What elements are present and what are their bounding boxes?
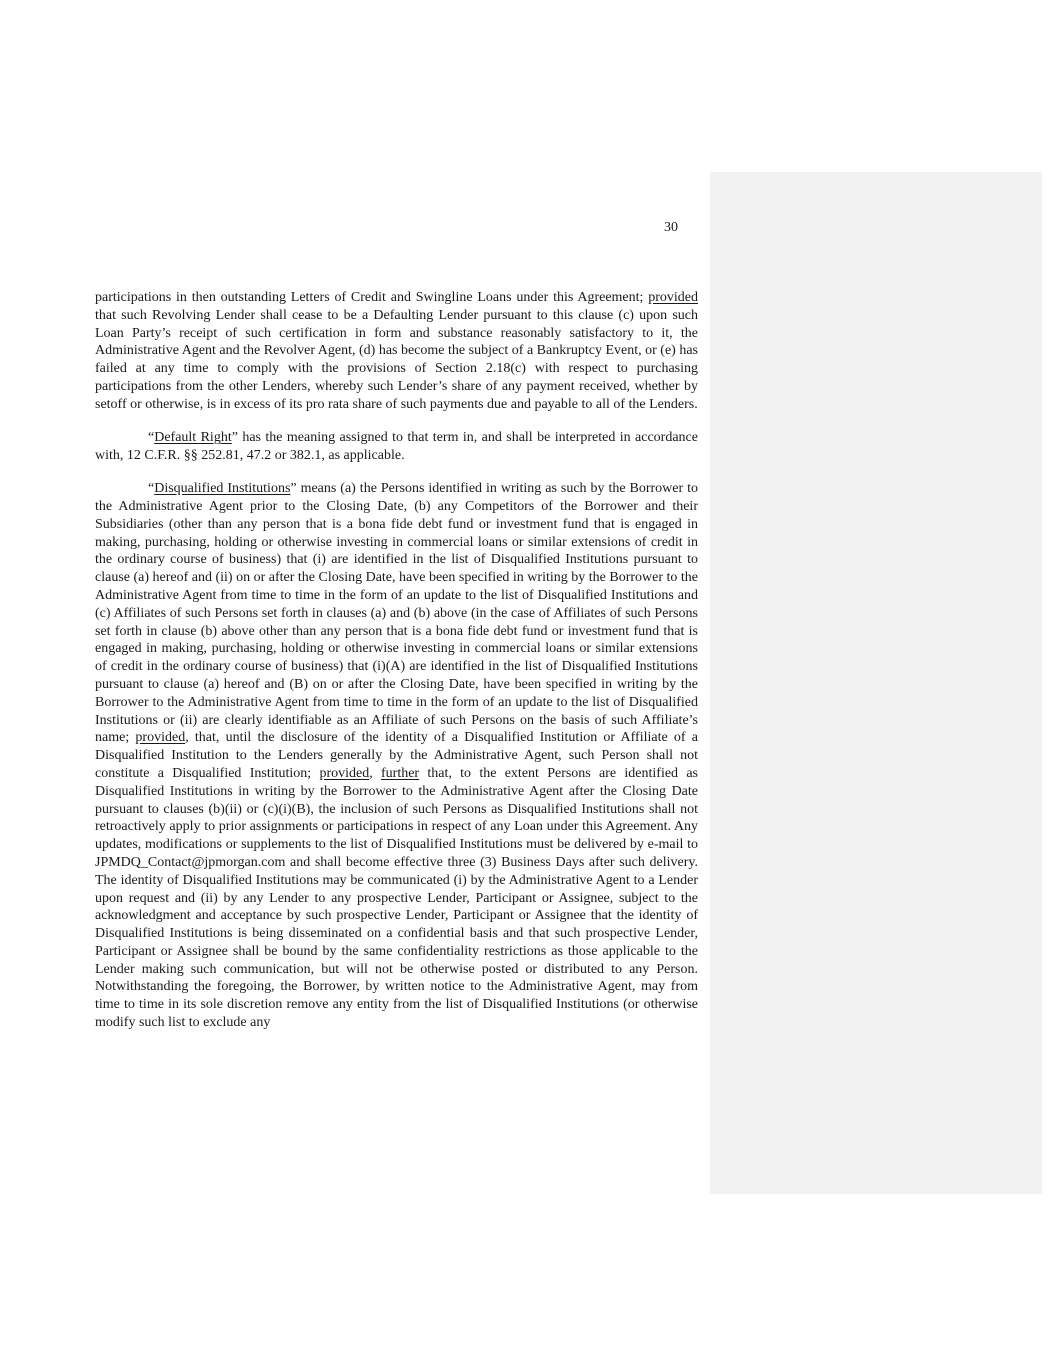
- provided-term: provided: [135, 730, 186, 746]
- text-segment: , that, until the disclosure of the identity of a Disqualified Institution or Affiliate of a Disqualified Institution to the Lenders generally by the Administrative Agent, such Person shall not constitute a Disqualified Institution;: [95, 730, 698, 781]
- document-body: [95, 289, 698, 1047]
- defined-term-default-right: Default Right: [154, 430, 232, 446]
- page-number: 30: [664, 220, 678, 235]
- comment-margin-pane: [710, 172, 1042, 1194]
- paragraph-default-right-definition: [95, 429, 698, 465]
- paragraph-defaulting-lender-continuation: [95, 289, 698, 414]
- text-segment: ,: [369, 765, 381, 781]
- paragraph-disqualified-institutions-definition: [95, 480, 698, 1032]
- defined-term-disqualified-institutions: Disqualified Institutions: [154, 481, 291, 497]
- text-segment: that such Revolving Lender shall cease to be a Defaulting Lender pursuant to this clause (c) upon such Loan Party’s receipt of such certification in form and substance reasonably satisfactory to it, the Administrative Agent and the Revolver Agent, (d) has become the subject of a Bankruptcy Event, or (e) has failed at any time to comply with the provisions of Section 2.18(c) with respect to purchasing participations from the other Lenders, whereby such Lender’s share of any payment received, whether by setoff or otherwise, is in excess of its pro rata share of such payments due and payable to all of the Lenders.: [95, 307, 698, 412]
- further-term: further: [381, 765, 420, 781]
- provided-term: provided: [319, 765, 370, 781]
- text-segment: that, to the extent Persons are identified as Disqualified Institutions in writing by the Borrower to the Administrative Agent after the Closing Date pursuant to clauses (b)(ii) or (c)(i)(B), the inclusion of such Persons as Disqualified Institutions shall not retroactively apply to prior assignments or participations in respect of any Loan under this Agreement. Any updates, modifications or supplements to the list of Disqualified Institutions must be delivered by e-mail to JPMDQ_Contact@jpmorgan.com and shall become effective three (3) Business Days after such delivery. The identity of Disqualified Institutions may be communicated (i) by the Administrative Agent to a Lender upon request and (ii) by any Lender to any prospective Lender, Participant or Assignee, subject to the acknowledgment and acceptance by such prospective Lender, Participant or Assignee that the identity of Disqualified Institutions is being disseminated on a confidential basis and that such prospective Lender, Participant or Assignee shall be bound by the same confidentiality restrictions as those applicable to the Lender making such communication, but will not be otherwise posted or distributed to any Person. Notwithstanding the foregoing, the Borrower, by written notice to the Administrative Agent, may from time to time in its sole discretion remove any entity from the list of Disqualified Institutions (or otherwise modify such list to exclude any: [95, 765, 699, 1031]
- text-segment: ” has the meaning assigned to that term in, and shall be interpreted in accordance with, 12 C.F.R. §§ 252.81, 47.2 or 382.1, as applicable.: [95, 430, 698, 463]
- open-quote: “: [148, 430, 155, 446]
- text-segment: participations in then outstanding Letters of Credit and Swingline Loans under this Agreement;: [95, 290, 649, 305]
- text-segment: ” means (a) the Persons identified in writing as such by the Borrower to the Administrative Agent prior to the Closing Date, (b) any Competitors of the Borrower and their Subsidiaries (other than any person that is a bona fide debt fund or investment fund that is engaged in making, purchasing, holding or otherwise investing in commercial loans or similar extensions of credit in the ordinary course of business) that (i) are identified in the list of Disqualified Institutions pursuant to clause (a) hereof and (ii) on or after the Closing Date, have been specified in writing by the Borrower to the Administrative Agent from time to time in the form of an update to the list of Disqualified Institutions and (c) Affiliates of such Persons set forth in clauses (a) and (b) above (in the case of Affiliates of such Persons set forth in clause (b) above other than any person that is a bona fide debt fund or investment fund that is engaged in making, purchasing, holding or otherwise investing in commercial loans or similar extensions of credit in the ordinary course of business) that (i)(A) are identified in the list of Disqualified Institutions pursuant to clause (a) hereof and (B) on or after the Closing Date, have been specified in writing by the Borrower to the Administrative Agent from time to time in the form of an update to the list of Disqualified Institutions or (ii) are clearly identifiable as an Affiliate of such Persons on the basis of such Affiliate’s name;: [95, 481, 699, 746]
- open-quote: “: [148, 481, 155, 497]
- provided-term: provided: [648, 290, 698, 305]
